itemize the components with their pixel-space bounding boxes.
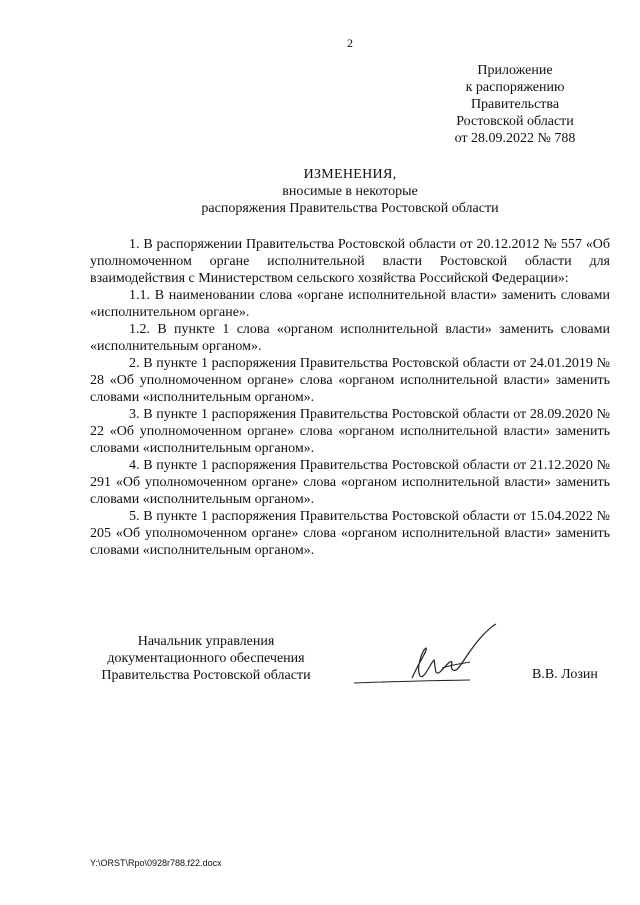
signer-line: Правительства Ростовской области (101, 668, 311, 683)
appendix-line: Правительства (470, 97, 560, 112)
document-body (90, 236, 610, 559)
paragraph: 4. В пункте 1 распоряжения Правительства Ростовской области от 21.12.2020 № 291 «Об уполномоченном органе» слова «органом исполнительной власти» заменить словами «исполнительным органом». (90, 458, 610, 507)
file-path-footer: Y:\ORST\Rpo\0928r788.f22.docx (90, 858, 222, 868)
paragraph: 3. В пункте 1 распоряжения Правительства Ростовской области от 28.09.2020 № 22 «Об уполномоченном органе» слова «органом исполнительной власти» заменить словами «исполнительным органом». (90, 407, 610, 456)
appendix-line: Приложение (477, 63, 553, 78)
appendix-line: от 28.09.2022 № 788 (454, 131, 576, 146)
handwritten-signature (350, 620, 510, 700)
paragraph: 2. В пункте 1 распоряжения Правительства Ростовской области от 24.01.2019 № 28 «Об уполномоченном органе» слова «органом исполнительной власти» заменить словами «исполнительным органом». (90, 356, 610, 405)
appendix-line: Ростовской области (456, 114, 574, 129)
page-number: 2 (347, 36, 353, 50)
signer-line: документационного обеспечения (107, 651, 305, 666)
paragraph: 5. В пункте 1 распоряжения Правительства Ростовской области от 15.04.2022 № 205 «Об уполномоченном органе» слова «органом исполнительной власти» заменить словами «исполнительным органом». (90, 509, 610, 558)
title-subtitle: распоряжения Правительства Ростовской области (201, 201, 499, 216)
paragraph: 1.1. В наименовании слова «органе исполнительной власти» заменить словами «исполнительном органе». (90, 288, 610, 320)
signer-name: В.В. Лозин (532, 667, 598, 682)
appendix-line: к распоряжению (465, 80, 565, 95)
title-subtitle: вносимые в некоторые (282, 184, 418, 199)
appendix-header (440, 62, 590, 147)
paragraph: 1.2. В пункте 1 слова «органом исполнительной власти» заменить словами «исполнительным органом». (90, 322, 610, 354)
paragraph: 1. В распоряжении Правительства Ростовской области от 20.12.2012 № 557 «Об уполномоченном органе исполнительной власти Ростовской области для взаимодействия с Министерством сельского хозяйства Российской Федерации»: (90, 237, 610, 286)
title-main: ИЗМЕНЕНИЯ, (303, 167, 397, 182)
document-title (150, 166, 550, 217)
signer-title (86, 633, 326, 684)
signer-line: Начальник управления (137, 634, 275, 649)
